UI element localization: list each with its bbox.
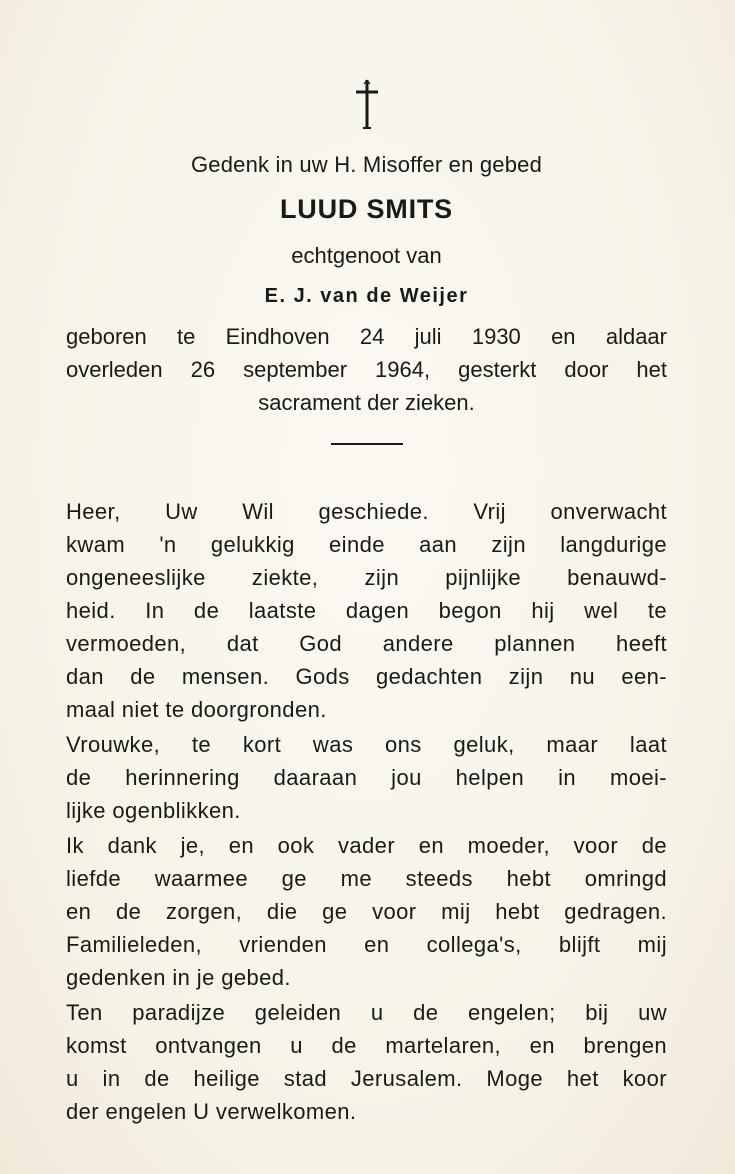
text-line: heid. In de laatste dagen begon hij wel te	[66, 598, 667, 623]
text-line: ongeneeslijke ziekte, zijn pijnlijke benauwd-	[66, 565, 667, 590]
text-line: Vrouwke, te kort was ons geluk, maar laat	[66, 732, 667, 757]
details-line: sacrament der zieken.	[258, 390, 475, 415]
text-line: en de zorgen, die ge voor mij hebt gedragen.	[66, 899, 667, 924]
text-line: Ik dank je, en ook vader en moeder, voor de	[66, 833, 667, 858]
paragraph	[66, 495, 667, 726]
memorial-text	[66, 495, 667, 1128]
birth-death-details	[66, 320, 667, 419]
paragraph	[66, 996, 667, 1128]
text-line: komst ontvangen u de martelaren, en brengen	[66, 1033, 667, 1058]
text-line: liefde waarmee ge me steeds hebt omringd	[66, 866, 667, 891]
details-line: geboren te Eindhoven 24 juli 1930 en aldaar	[66, 324, 667, 349]
cross-icon	[352, 78, 382, 130]
text-line: der engelen U verwelkomen.	[66, 1099, 357, 1124]
text-line: u in de heilige stad Jerusalem. Moge het koor	[66, 1066, 667, 1091]
text-line: de herinnering daaraan jou helpen in moei-	[66, 765, 667, 790]
spouse-label: echtgenoot van	[291, 243, 442, 268]
divider	[331, 443, 403, 445]
text-line: Ten paradijze geleiden u de engelen; bij uw	[66, 1000, 667, 1025]
text-line: kwam 'n gelukkig einde aan zijn langdurige	[66, 532, 667, 557]
text-line: gedenken in je gebed.	[66, 965, 291, 990]
details-line: overleden 26 september 1964, gesterkt door het	[66, 357, 667, 382]
text-line: dan de mensen. Gods gedachten zijn nu een-	[66, 664, 667, 689]
text-line: Familieleden, vrienden en collega's, blijft mij	[66, 932, 667, 957]
spouse-name: E. J. van de Weijer	[264, 285, 469, 307]
text-line: lijke ogenblikken.	[66, 798, 241, 823]
text-line: Heer, Uw Wil geschiede. Vrij onverwacht	[66, 499, 667, 524]
deceased-name: LUUD SMITS	[280, 194, 453, 224]
intro-line: Gedenk in uw H. Misoffer en gebed	[190, 152, 543, 177]
paragraph	[66, 728, 667, 827]
text-line: vermoeden, dat God andere plannen heeft	[66, 631, 667, 656]
text-line: maal niet te doorgronden.	[66, 697, 327, 722]
paragraph	[66, 829, 667, 994]
